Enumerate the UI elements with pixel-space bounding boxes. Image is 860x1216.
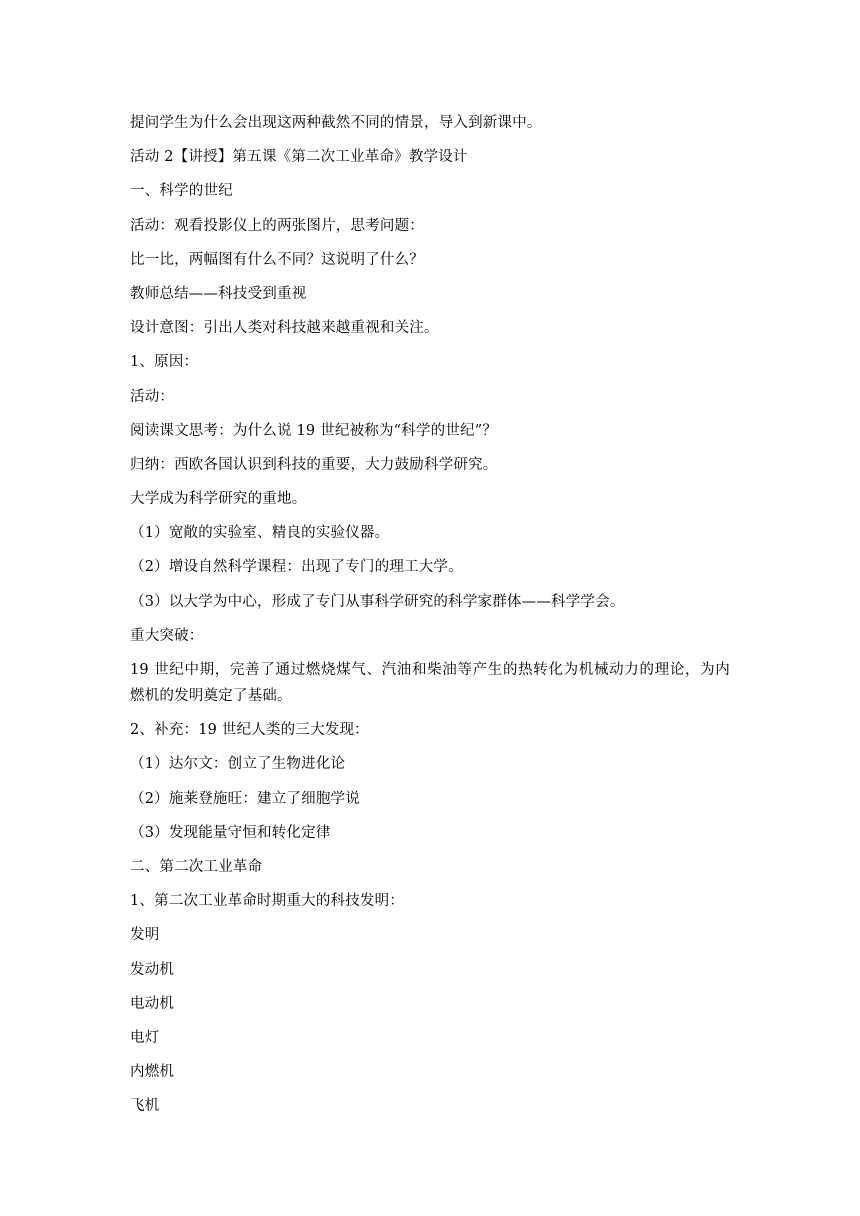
text-line: 大学成为科学研究的重地。: [130, 491, 307, 508]
text-line: 重大突破：: [130, 627, 204, 644]
list-item: （1）达尔文：创立了生物进化论: [130, 756, 346, 773]
list-item: 内燃机: [130, 1064, 175, 1081]
list-item: （3）以大学为中心，形成了专门从事科学研究的科学家群体——科学学会。: [130, 593, 625, 610]
text-line: 比一比，两幅图有什么不同？这说明了什么？: [130, 251, 424, 268]
list-item: （1）宽敞的实验室、精良的实验仪器。: [130, 525, 390, 542]
section-heading: 二、第二次工业革命: [130, 858, 263, 875]
text-line: 活动：: [130, 388, 175, 405]
text-line: 设计意图：引出人类对科技越来越重视和关注。: [130, 320, 439, 337]
text-line: 提问学生为什么会出现这两种截然不同的情景，导入到新课中。: [130, 115, 542, 131]
subsection-heading: 2、补充：19 世纪人类的三大发现：: [130, 722, 369, 739]
text-line: 归纳：西欧各国认识到科技的重要，大力鼓励科学研究。: [130, 456, 498, 473]
text-line: 燃机的发明奠定了基础。: [130, 688, 292, 704]
text-line: 教师总结——科技受到重视: [130, 285, 307, 302]
section-heading: 一、科学的世纪: [130, 183, 233, 200]
text-line: 19 世纪中期，完善了通过燃烧煤气、汽油和柴油等产生的热转化为机械动力的理论，为内: [130, 662, 730, 678]
list-item: 电灯: [130, 1029, 160, 1046]
list-item: 飞机: [130, 1098, 160, 1115]
subsection-heading: 1、第二次工业革命时期重大的科技发明：: [130, 893, 405, 910]
list-item: 电动机: [130, 995, 175, 1012]
text-line: 阅读课文思考：为什么说 19 世纪被称为“科学的世纪”？: [130, 422, 498, 439]
list-item: （3）发现能量守恒和转化定律: [130, 824, 331, 841]
text-line: 活动：观看投影仪上的两张图片，思考问题：: [130, 217, 424, 234]
document-body: [130, 110, 730, 1127]
activity-heading: 活动 2【讲授】第五课《第二次工业革命》教学设计: [130, 149, 468, 166]
text-line: 发明: [130, 927, 160, 944]
subsection-heading: 1、原因：: [130, 354, 199, 371]
list-item: （2）施莱登施旺：建立了细胞学说: [130, 790, 360, 807]
list-item: 发动机: [130, 961, 175, 978]
list-item: （2）增设自然科学课程：出现了专门的理工大学。: [130, 559, 463, 576]
